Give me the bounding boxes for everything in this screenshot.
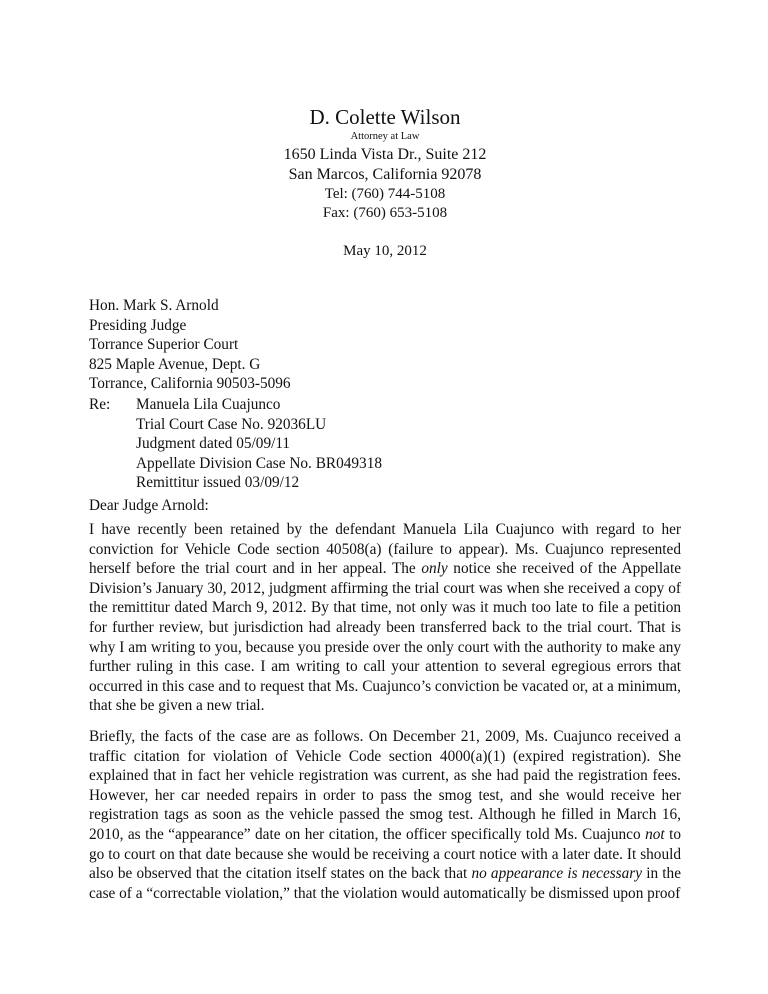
paragraph-line [89,540,681,560]
text-run: conviction for Vehicle Code section 40508(a) (failure to appear). Ms. Cuajunco represented [89,540,681,558]
paragraph-line [89,786,681,806]
text-run: I have recently been retained by the defendant Manuela Lila Cuajunco with regard to her [89,521,681,538]
text-run: why I am writing to you, because you preside over the only court with the authority to make any [89,638,681,656]
emphasized-text: only [421,560,448,578]
reference-line: Appellate Division Case No. BR049318 [136,454,383,472]
text-run: Division’s January 30, 2012, judgment affirming the trial court was when she received a copy of [89,579,681,597]
letterhead-phone: Tel: (760) 744-5108 [324,186,446,202]
reference-line: Remittitur issued 03/09/12 [136,474,300,492]
paragraph-line [89,598,681,618]
paragraph-line [89,884,681,904]
body-paragraph [89,727,681,903]
body-paragraph [89,520,681,716]
letterhead-title: Attorney at Law [350,131,420,142]
text-run: 2010, as the “appearance” date on her citation, the officer specifically told Ms. Cuajunco [89,825,646,843]
text-run: that she be given a new trial. [89,697,265,715]
text-run: case of a “correctable violation,” that the violation would automatically be dismissed upon proof [89,884,681,902]
paragraph-line [89,845,681,865]
paragraph-line [89,638,681,658]
text-run: for further review, but jurisdiction had already been transferred back to the trial court. That is [89,618,681,636]
paragraph-line [89,657,681,677]
text-run: the remittitur dated March 9, 2012. By that time, not only was it much too late to file a petition [89,599,681,617]
paragraph-line [89,805,681,825]
text-run: registration tags as soon as the vehicle passed the smog test. Although he filled in March 16, [89,806,681,824]
paragraph-line [89,747,681,767]
recipient-address [89,296,291,394]
reference-line: Judgment dated 05/09/11 [136,435,291,453]
paragraph-line [89,677,681,697]
paragraph-line [89,520,681,540]
letter-date: May 10, 2012 [343,243,427,259]
text-run: herself before the trial court and in her appeal. The [89,560,422,578]
text-run: explained that in fact her vehicle registration was current, as she had paid the registration fees. [89,767,681,785]
reference-label: Re: [89,396,111,413]
salutation: Dear Judge Arnold: [89,497,209,514]
paragraph-line [89,825,681,845]
paragraph-line [89,696,681,716]
reference-line: Manuela Lila Cuajunco [136,396,281,413]
text-run: traffic citation for violation of Vehicle Code section 4000(a)(1) (expired registration). She [89,747,681,765]
paragraph-line [89,727,681,747]
text-run: Briefly, the facts of the case are as follows. On December 21, 2009, Ms. Cuajunco received a [89,728,681,745]
paragraph-line [89,559,681,579]
paragraph-line [89,766,681,786]
text-run: also be observed that the citation itself states on the back that [89,865,472,883]
recipient-line: Torrance, California 90503-5096 [89,375,291,393]
letterhead-address-line2: San Marcos, California 92078 [288,166,482,183]
text-run: to [664,825,681,843]
text-run: notice she received of the Appellate [447,560,681,578]
text-run: occurred in this case and to request that Ms. Cuajunco’s conviction be vacated or, at a minimum, [89,677,681,695]
recipient-line: 825 Maple Avenue, Dept. G [89,355,261,373]
letterhead-address-line1: 1650 Linda Vista Dr., Suite 212 [283,146,487,163]
paragraph-line [89,579,681,599]
paragraph-line [89,864,681,884]
recipient-line: Hon. Mark S. Arnold [89,297,219,314]
recipient-line: Presiding Judge [89,316,187,334]
paragraph-line [89,618,681,638]
letterhead-name: D. Colette Wilson [309,105,461,129]
text-run: in the [642,865,681,883]
text-run: further ruling in this case. I am writing to call your attention to several egregious errors that [89,658,681,676]
emphasized-text: not [645,825,665,843]
recipient-line: Torrance Superior Court [89,336,239,354]
emphasized-text: no appearance is necessary [471,865,643,883]
text-run: go to court on that date because she would be receiving a court notice with a later date. It should [89,845,681,863]
reference-line: Trial Court Case No. 92036LU [136,415,327,433]
text-run: However, her car needed repairs in order to pass the smog test, and she would receive her [89,786,681,804]
letterhead-fax: Fax: (760) 653-5108 [322,205,448,221]
